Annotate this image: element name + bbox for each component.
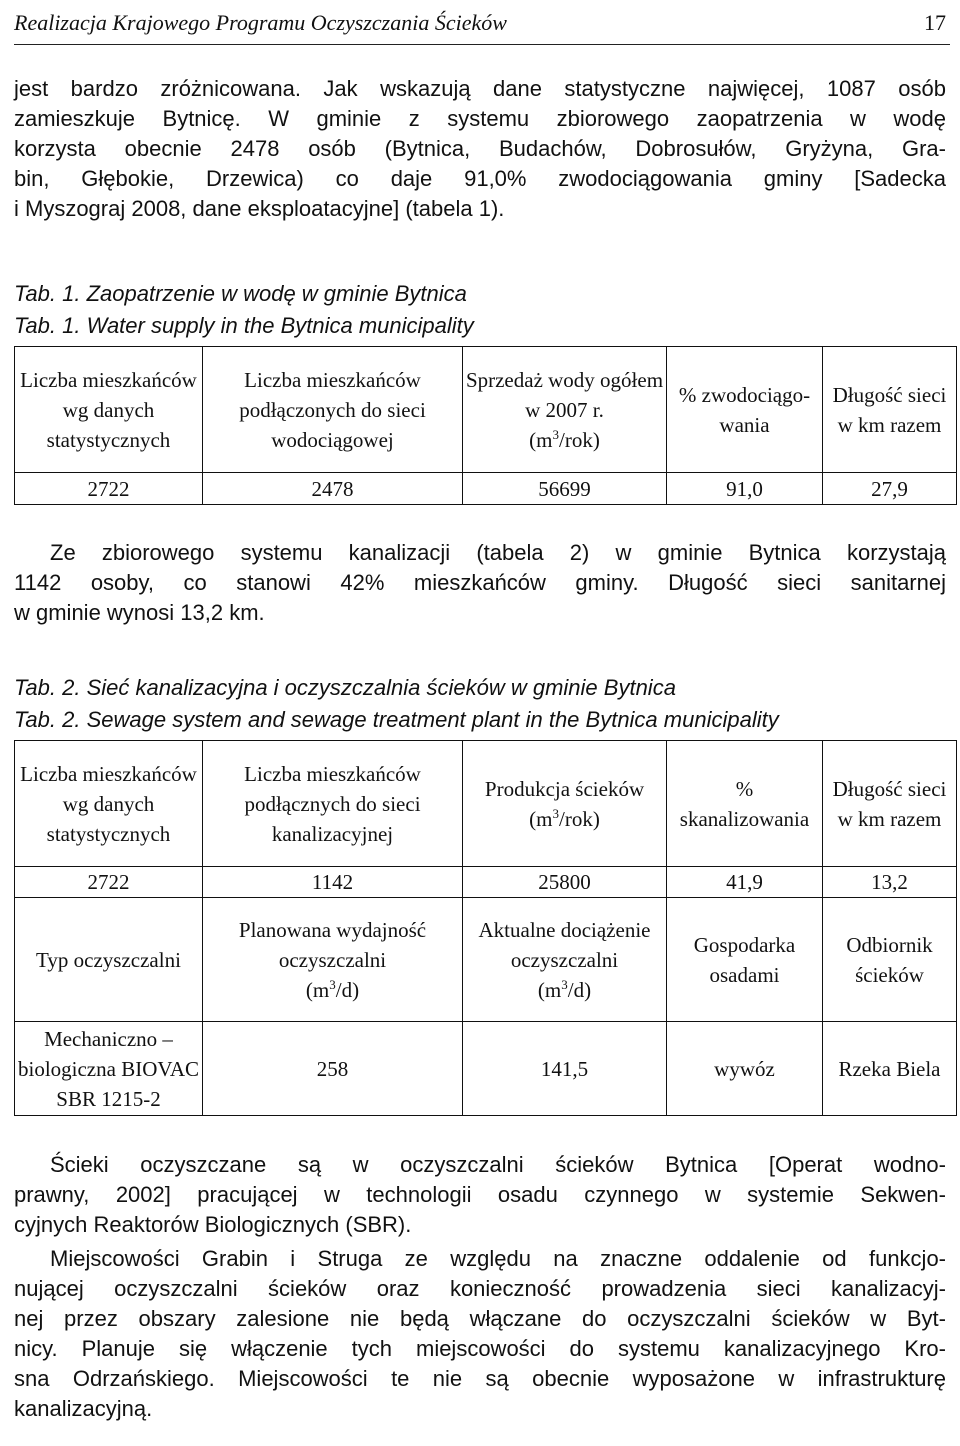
unit-label: /d)	[567, 977, 592, 1002]
unit-superscript: 3	[552, 426, 559, 442]
unit-superscript: 3	[552, 805, 559, 821]
text-line: korzysta obecnie 2478 osób (Bytnica, Budachów, Dobrosułów, Gryżyna, Gra-	[14, 136, 946, 161]
unit-label: (m	[529, 806, 553, 831]
header-cell: Liczba mieszkańców podłącznych do sieci kanalizacyjnej	[203, 741, 463, 867]
unit-label: /rok)	[559, 427, 600, 452]
unit-superscript: 3	[561, 976, 568, 992]
text-line: 1142 osoby, co stanowi 42% mieszkańców gminy. Długość sieci sanitarnej	[14, 570, 946, 595]
table-header-row	[15, 741, 957, 867]
table-row	[15, 867, 957, 898]
page-number: 17	[924, 10, 946, 35]
text-line: Miejscowości Grabin i Struga ze względu na znaczne oddalenie od funkcjo-	[50, 1246, 946, 1271]
table-row	[15, 1022, 957, 1116]
table-cell: Rzeka Biela	[823, 1022, 957, 1116]
text-line: cyjnych Reaktorów Biologicznych (SBR).	[14, 1212, 412, 1237]
unit-label: (m	[537, 977, 562, 1002]
header-cell: Długość sieci w km razem	[823, 741, 957, 867]
unit-label: /rok)	[559, 806, 600, 831]
table-header-row	[15, 347, 957, 473]
table-cell: 2478	[203, 473, 463, 505]
text-line: bin, Głębokie, Drzewica) co daje 91,0% zwodociągowania gminy [Sadecka	[14, 166, 946, 191]
text-line: prawny, 2002] pracującej w technologii osadu czynnego w systemie Sekwen-	[14, 1182, 946, 1207]
header-cell: % skanalizowania	[667, 741, 823, 867]
text-line: nującej oczyszczalni ścieków oraz konieczność prowadzenia sieci kanalizacyj-	[14, 1276, 946, 1301]
paragraph-1	[14, 74, 946, 224]
text-line: Ze zbiorowego systemu kanalizacji (tabela 2) w gminie Bytnica korzystają	[50, 540, 946, 565]
header-cell: Gospodarka osadami	[667, 898, 823, 1022]
header-cell: Typ oczyszczalni	[15, 898, 203, 1022]
table-header-row	[15, 898, 957, 1022]
header-text: Sprzedaż wody ogółem w 2007 r.	[465, 367, 664, 422]
header-text: Planowana wydajność oczyszczalni	[238, 917, 427, 972]
text-line: w gminie wynosi 13,2 km.	[14, 600, 265, 625]
header-cell	[203, 898, 463, 1022]
table-1-caption-en: Tab. 1. Water supply in the Bytnica municipality	[14, 313, 474, 338]
text-line: Ścieki oczyszczane są w oczyszczalni ścieków Bytnica [Operat wodno-	[50, 1152, 946, 1177]
unit-label: /d)	[335, 977, 360, 1002]
table-2-caption-pl: Tab. 2. Sieć kanalizacyjna i oczyszczalnia ścieków w gminie Bytnica	[14, 675, 676, 700]
table-cell: 141,5	[463, 1022, 667, 1116]
text-line: nicy. Planuje się włączenie tych miejscowości do systemu kanalizacyjnego Kro-	[14, 1336, 946, 1361]
table-cell: 13,2	[823, 867, 957, 898]
header-cell: Liczba mieszkańców podłączonych do sieci wodociągowej	[203, 347, 463, 473]
text-line: i Myszograj 2008, dane eksploatacyjne] (tabela 1).	[14, 196, 505, 221]
table-2	[14, 740, 957, 1116]
header-cell: Liczba mieszkańców wg danych statystycznych	[15, 347, 203, 473]
header-cell: Liczba mieszkańców wg danych statystycznych	[15, 741, 203, 867]
header-cell: Odbiornik ścieków	[823, 898, 957, 1022]
header-cell	[463, 898, 667, 1022]
header-cell	[463, 347, 667, 473]
table-cell: 91,0	[667, 473, 823, 505]
page-header	[14, 4, 950, 45]
unit-label: (m	[305, 977, 330, 1002]
table-cell: 27,9	[823, 473, 957, 505]
header-text: Produkcja ścieków	[484, 776, 645, 801]
running-title: Realizacja Krajowego Programu Oczyszczania Ścieków	[14, 10, 507, 35]
header-cell: % zwodociągo-wania	[667, 347, 823, 473]
table-cell: 2722	[15, 867, 203, 898]
text-line: sna Odrzańskiego. Miejscowości te nie są obecnie wyposażone w infrastrukturę	[14, 1366, 946, 1391]
paragraph-2	[14, 538, 946, 628]
header-text: Aktualne dociążenie oczyszczalni	[478, 917, 651, 972]
table-cell: 258	[203, 1022, 463, 1116]
table-cell: Mechaniczno – biologiczna BIOVAC SBR 1215-2	[15, 1022, 203, 1116]
table-cell: 1142	[203, 867, 463, 898]
paragraph-3	[14, 1150, 946, 1240]
text-line: nej przez obszary zalesione nie będą włączane do oczyszczalni ścieków w Byt-	[14, 1306, 946, 1331]
table-cell: 41,9	[667, 867, 823, 898]
text-line: kanalizacyjną.	[14, 1396, 153, 1421]
paragraph-4	[14, 1244, 946, 1424]
header-cell: Długość sieci w km razem	[823, 347, 957, 473]
unit-label: (m	[529, 427, 553, 452]
table-cell: wywóz	[667, 1022, 823, 1116]
header-cell	[463, 741, 667, 867]
table-1-caption-pl: Tab. 1. Zaopatrzenie w wodę w gminie Bytnica	[14, 281, 467, 306]
text-line: jest bardzo zróżnicowana. Jak wskazują dane statystyczne najwięcej, 1087 osób	[14, 76, 946, 101]
unit-superscript: 3	[329, 976, 336, 992]
table-cell: 25800	[463, 867, 667, 898]
text-line: zamieszkuje Bytnicę. W gminie z systemu zbiorowego zaopatrzenia w wodę	[14, 106, 946, 131]
table-1	[14, 346, 957, 505]
table-row	[15, 473, 957, 505]
table-cell: 56699	[463, 473, 667, 505]
table-2-caption-en: Tab. 2. Sewage system and sewage treatment plant in the Bytnica municipality	[14, 707, 779, 732]
table-cell: 2722	[15, 473, 203, 505]
